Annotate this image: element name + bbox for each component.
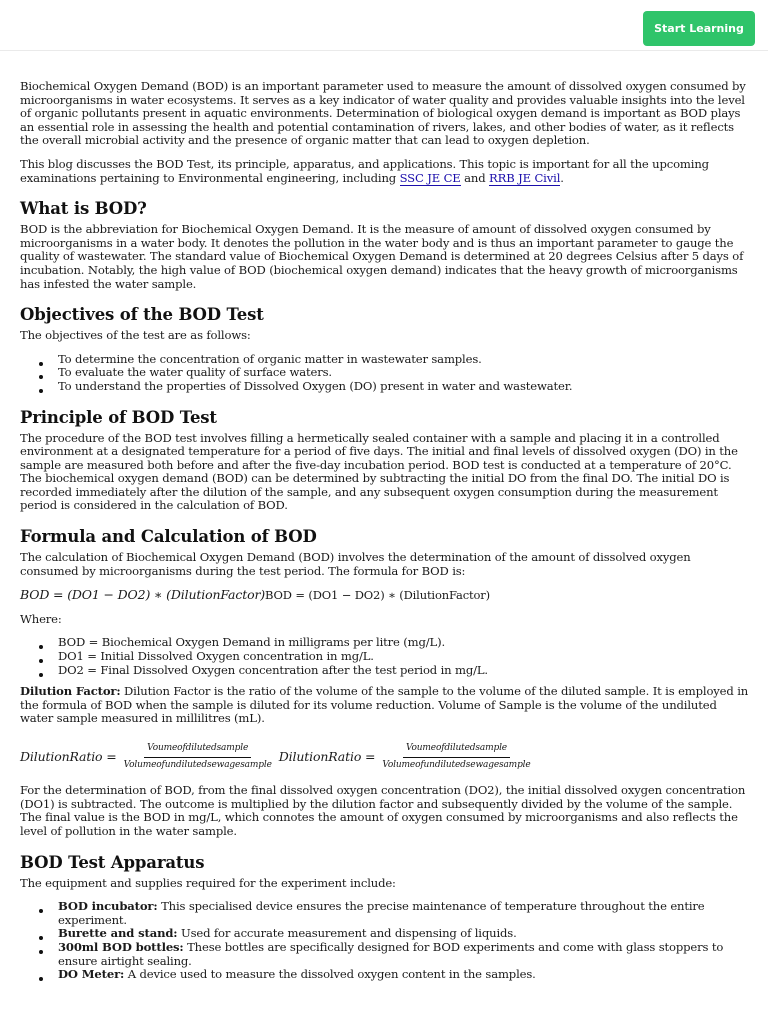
top-bar (0, 0, 768, 51)
list-item: DO2 = Final Dissolved Oxygen concentration after the test period in mg/L. (58, 664, 750, 678)
list-item: To evaluate the water quality of surface waters. (58, 366, 750, 380)
start-learning-button[interactable]: Start Learning (643, 11, 755, 46)
fraction: $\frac{\text{Voumeofdilutedsample}}{\text{Volumeofundilutedsewagesample}}$ (123, 743, 272, 770)
what-is-bod-text: BOD is the abbreviation for Biochemical Oxygen Demand. It is the measure of amount of dissolved oxygen consumed by microorganisms in a water body. It denotes the pollution in the water body and is thus an important parameter to gauge the quality of wastewater. The standard value of Biochemical Oxygen Demand is determined at 20 degrees Celsius after 5 days of incubation. Notably, the high value of BOD (biochemical oxygen demand) indicates that the heavy growth of microorganisms has infested the water sample. (20, 222, 744, 291)
what-is-bod-heading: What is BOD? (20, 199, 147, 219)
list-item: To determine the concentration of organic matter in wastewater samples. (58, 353, 750, 367)
principle-heading: Principle of BOD Test (20, 407, 217, 427)
objectives-heading: Objectives of the BOD Test (20, 305, 264, 325)
intro-paragraph: Biochemical Oxygen Demand (BOD) is an important parameter used to measure the amount of dissolved oxygen consumed by microorganisms in water ecosystems. It serves as a key indicator of water quality and provides valuable insights into the level of organic pollutants present in aquatic environments. Determination of biological oxygen demand is important as BOD plays an essential role in assessing the health and potential contamination of rivers, lakes, and other bodies of water, as it reflects the overall microbial activity and the presence of organic matter that can lead to oxygen depletion. (20, 79, 746, 148)
variables-list (20, 636, 750, 677)
formula-heading: Formula and Calculation of BOD (20, 527, 317, 547)
objectives-list (20, 353, 750, 394)
list-item: BOD incubator: This specialised device ensures the precise maintenance of temperature throughout the entire experiment. (58, 900, 750, 927)
list-item: DO Meter: A device used to measure the dissolved oxygen content in the samples. (58, 968, 750, 982)
dilution-factor-text: Dilution Factor: Dilution Factor is the ratio of the volume of the sample to the volume of the diluted sample. It is employed in the formula of BOD when the sample is diluted for its volume reduction. Volume of Sample is the volume of the undiluted water sample measured in millilitres (mL). (20, 684, 749, 726)
list-item: BOD = Biochemical Oxygen Demand in milligrams per litre (mg/L). (58, 636, 750, 650)
formula-closing: For the determination of BOD, from the final dissolved oxygen concentration (DO2), the initial dissolved oxygen concentration (DO1) is subtracted. The outcome is multiplied by the dilution factor and subsequently divided by the volume of the sample. The final value is the BOD in mg/L, which connotes the amount of oxygen consumed by microorganisms and also reflects the level of pollution in the water sample. (20, 783, 746, 838)
rrb-je-civil-link[interactable]: RRB JE Civil (489, 170, 561, 185)
apparatus-heading: BOD Test Apparatus (20, 852, 205, 872)
apparatus-list (20, 900, 750, 982)
bod-formula: BOD = (DO1 − DO2) ∗ (DilutionFactor)BOD = (DO1 − DO2) ∗ (DilutionFactor) (20, 587, 490, 603)
objectives-lead: The objectives of the test are as follows: (20, 328, 251, 343)
principle-text: The procedure of the BOD test involves filling a hermetically sealed container with a sample and placing it in a controlled environment at a designated temperature for a period of five days. The initial and final levels of dissolved oxygen (DO) in the sample are measured both before and after the five-day incubation period. BOD test is conducted at a temperature of 20°C. The biochemical oxygen demand (BOD) can be determined by subtracting the initial DO from the final DO. The initial DO is recorded immediately after the dilution of the sample, and any subsequent oxygen consumption during the measurement period is considered in the calculation of BOD. (20, 430, 738, 513)
dilution-ratio-formula: DilutionRatio = $\frac{\text{Voumeofdilutedsample}}{\text{Volumeofundilutedsewagesample}}$ DilutionRatio = $\frac{\text{Voumeofdilutedsample}}{\text{Volumeofundilutedsewagesample}}$ (20, 742, 750, 772)
formula-lead: The calculation of Biochemical Oxygen Demand (BOD) involves the determination of the amount of dissolved oxygen consumed by microorganisms during the test period. The formula for BOD is: (20, 550, 691, 578)
article-body (20, 80, 750, 990)
intro-paragraph-2: This blog discusses the BOD Test, its principle, apparatus, and applications. This topic is important for all the upcoming examinations pertaining to Environmental engineering, including SSC JE CE and RRB JE Civil. (20, 156, 709, 185)
list-item: 300ml BOD bottles: These bottles are specifically designed for BOD experiments and come with glass stoppers to ensure airtight sealing. (58, 941, 750, 968)
ssc-je-ce-link[interactable]: SSC JE CE (399, 170, 461, 185)
where-label: Where: (20, 611, 62, 626)
list-item: To understand the properties of Dissolved Oxygen (DO) present in water and wastewater. (58, 380, 750, 394)
fraction: $\frac{\text{Voumeofdilutedsample}}{\text{Volumeofundilutedsewagesample}}$ (382, 743, 531, 770)
list-item: Burette and stand: Used for accurate measurement and dispensing of liquids. (58, 927, 750, 941)
apparatus-lead: The equipment and supplies required for the experiment include: (20, 875, 396, 890)
list-item: DO1 = Initial Dissolved Oxygen concentration in mg/L. (58, 650, 750, 664)
